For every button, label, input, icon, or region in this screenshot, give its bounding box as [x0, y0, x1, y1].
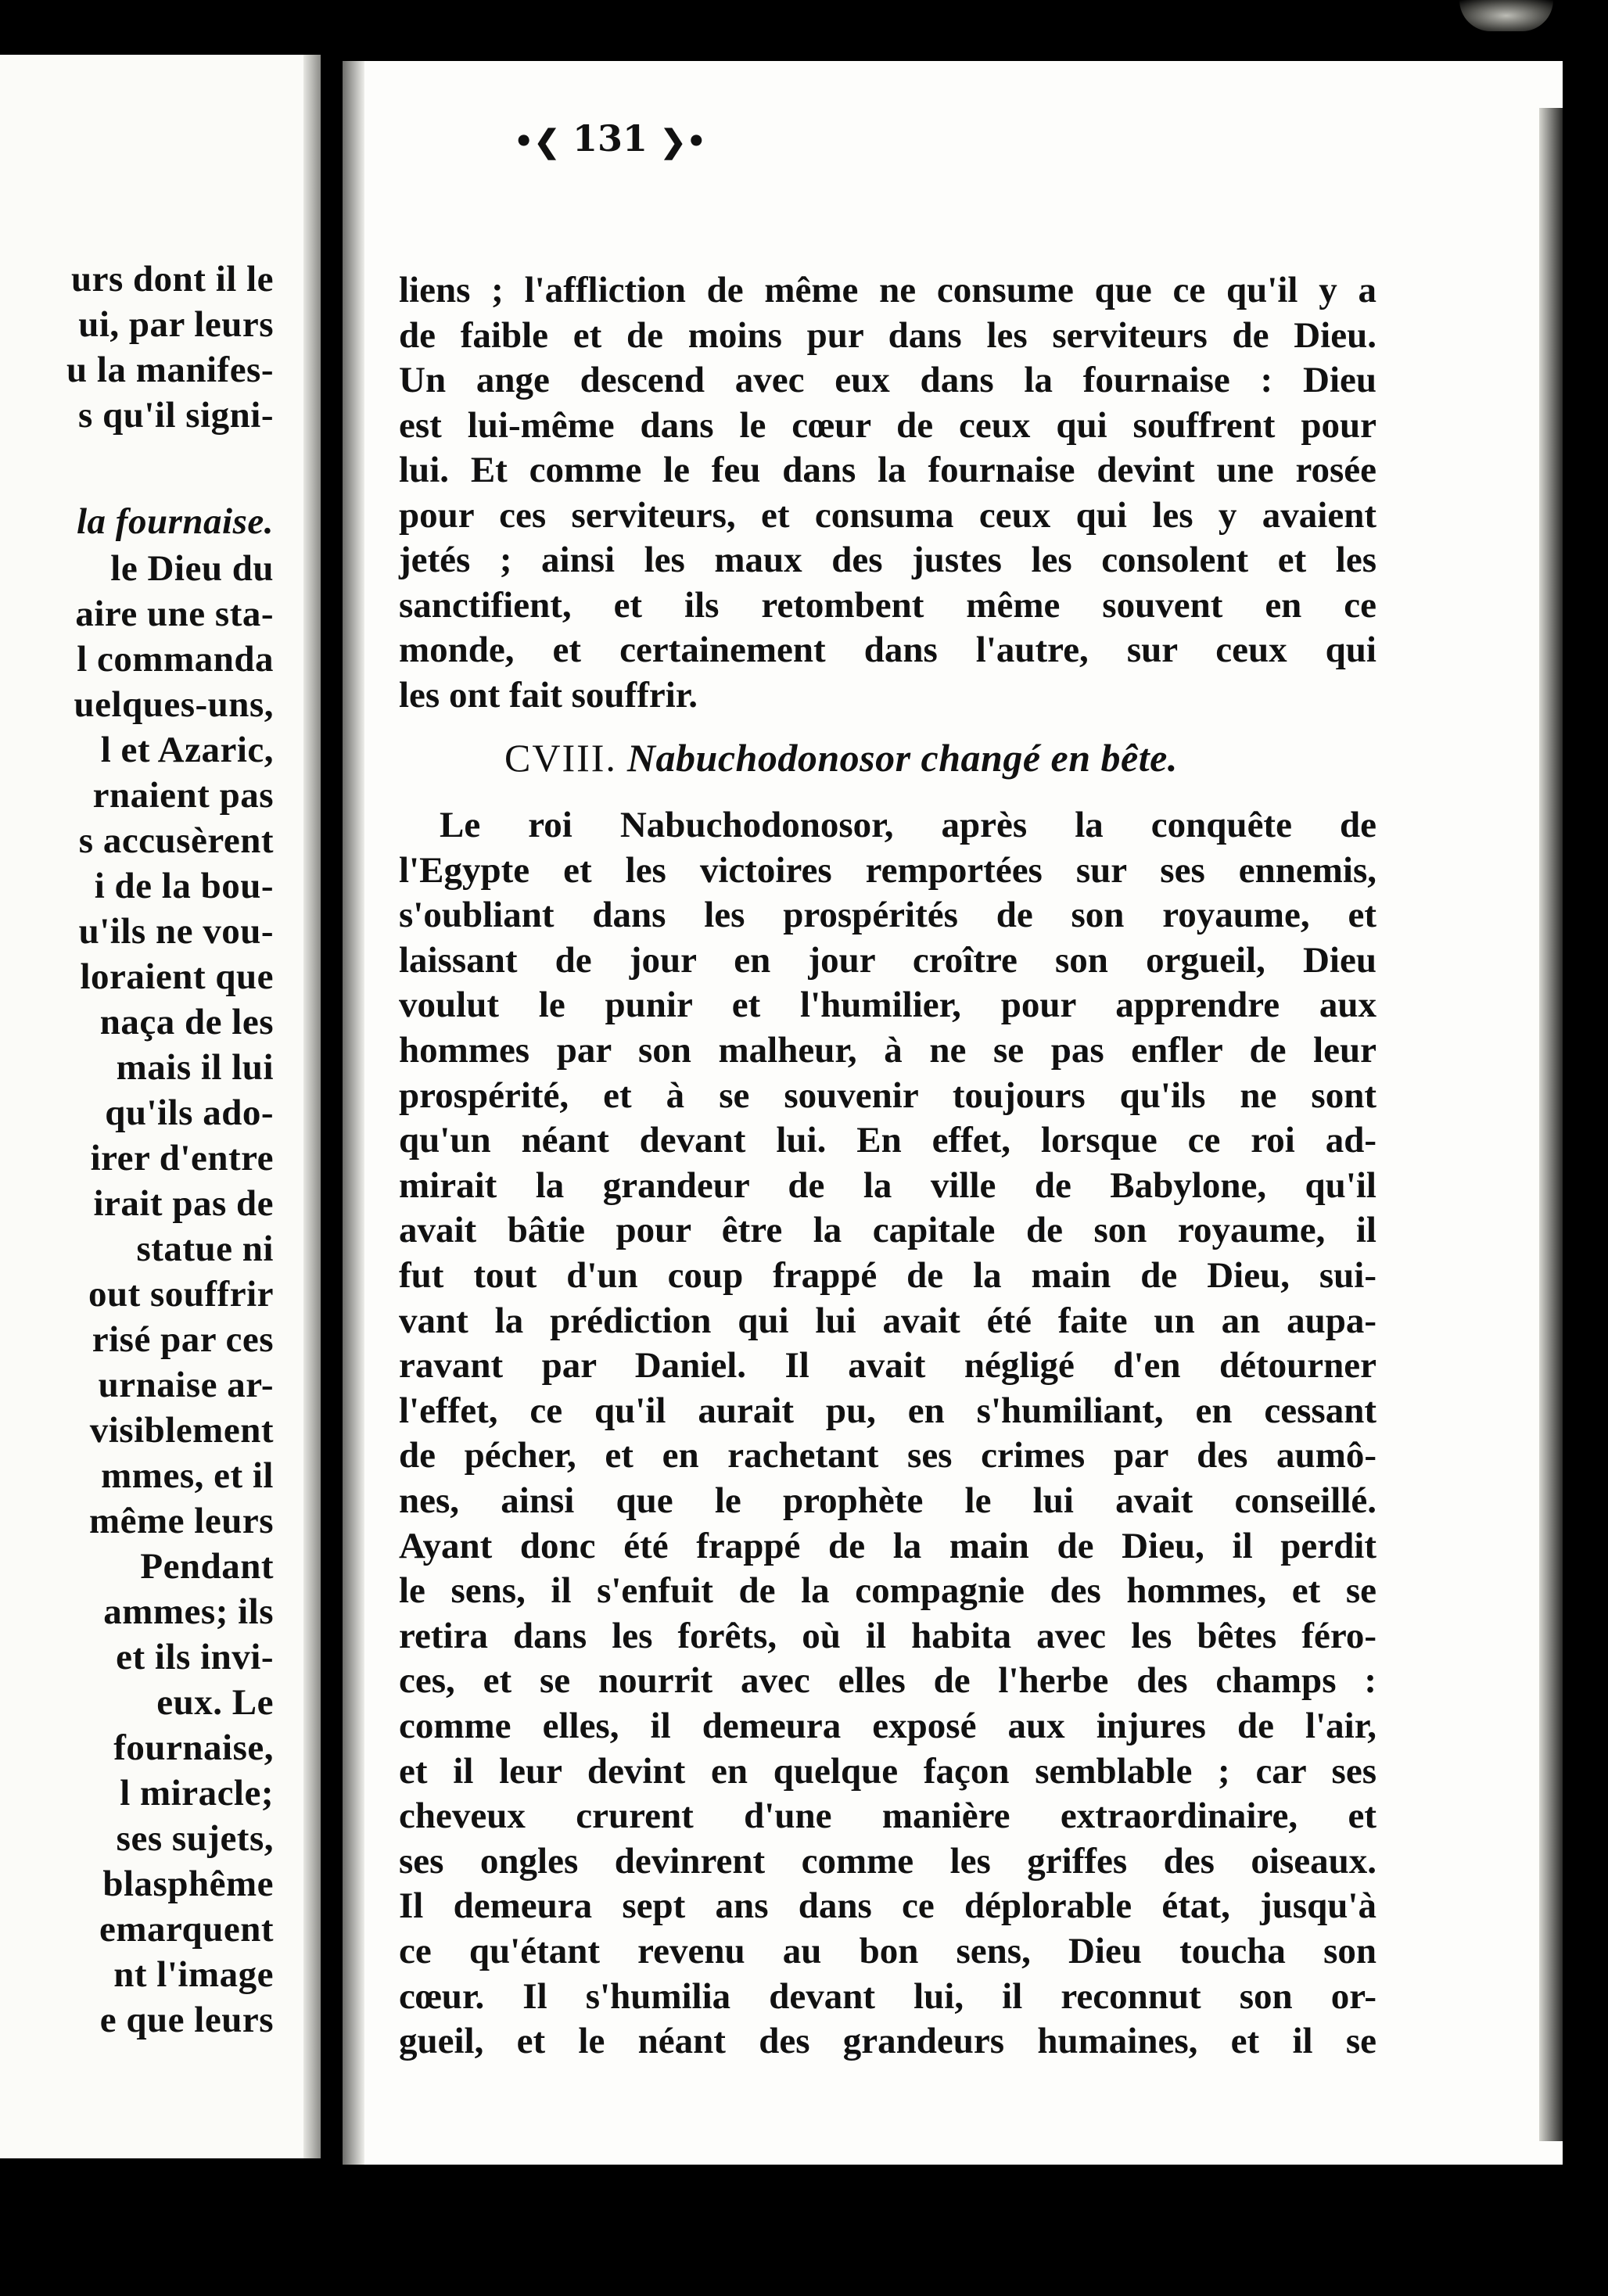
- text-line: de faible et de moins pur dans les serviteurs de Dieu.: [399, 314, 1376, 356]
- text-line: de pécher, et en rachetant ses crimes par des aumô-: [399, 1435, 1376, 1476]
- left-page-line: mais il lui: [116, 1047, 274, 1088]
- left-page-line: visiblement: [89, 1410, 274, 1451]
- text-line: cheveux crurent d'une manière extraordinaire, et: [399, 1796, 1376, 1837]
- left-page-line: eux. Le: [156, 1682, 274, 1723]
- left-page-line: qu'ils ado-: [105, 1092, 274, 1133]
- text-line: prospérité, et à se souvenir toujours qu'ils ne sont: [399, 1074, 1376, 1116]
- text-line: monde, et certainement dans l'autre, sur ceux qui: [399, 630, 1376, 670]
- text-line: comme elles, il demeura exposé aux injures de l'air,: [399, 1706, 1376, 1746]
- left-page-line: blasphême: [102, 1864, 274, 1904]
- text-line: le sens, il s'enfuit de la compagnie des hommes, et se: [399, 1570, 1376, 1612]
- left-page-line: e que leurs: [99, 2000, 274, 2040]
- page-edge: [1539, 108, 1563, 2141]
- section-number: CVIII.: [504, 736, 617, 780]
- left-page-line: urnaise ar-: [98, 1365, 274, 1405]
- page-gutter: [343, 61, 364, 2165]
- text-line: ces, et se nourrit avec elles de l'herbe des champs :: [399, 1660, 1376, 1702]
- text-line: Ayant donc été frappé de la main de Dieu, il perdit: [399, 1525, 1376, 1566]
- text-line: laissant de jour en jour croître son orgueil, Dieu: [399, 939, 1376, 981]
- left-page-line: out souffrir: [88, 1274, 274, 1315]
- text-line: retira dans les forêts, où il habita avec les bêtes féro-: [399, 1615, 1376, 1656]
- left-page-line: statue ni: [136, 1229, 274, 1269]
- text-line: Il demeura sept ans dans ce déplorable état, jusqu'à: [399, 1885, 1376, 1927]
- left-page-line: u'ils ne vou-: [78, 911, 274, 952]
- text-line: mirait la grandeur de la ville de Babylone, qu'il: [399, 1164, 1376, 1206]
- left-page-line: même leurs: [89, 1501, 274, 1541]
- text-line: hommes par son malheur, à ne se pas enfler de leur: [399, 1030, 1376, 1071]
- page-scrap: [1459, 0, 1553, 31]
- left-page-line: i de la bou-: [94, 866, 274, 906]
- left-facing-page: [0, 55, 321, 2158]
- text-line: qu'un néant devant lui. En effet, lorsque ce roi ad-: [399, 1120, 1376, 1161]
- left-page-line: uelques-uns,: [74, 684, 274, 725]
- text-line: avait bâtie pour être la capitale de son royaume, il: [399, 1210, 1376, 1251]
- text-line: ravant par Daniel. Il avait négligé d'en détourner: [399, 1345, 1376, 1387]
- left-page-line: nt l'image: [113, 1954, 274, 1995]
- text-line: s'oubliant dans les prospérités de son royaume, et: [399, 895, 1376, 936]
- left-page-line: emarquent: [99, 1909, 274, 1950]
- left-page-line: l et Azaric,: [100, 730, 274, 770]
- page-number: 131: [572, 117, 648, 160]
- text-line: et il leur devint en quelque façon semblable ; car ses: [399, 1750, 1376, 1792]
- left-page-line: naça de les: [99, 1002, 274, 1042]
- left-page-line: s accusèrent: [78, 820, 274, 861]
- text-line: voulut le punir et l'humilier, pour apprendre aux: [399, 985, 1376, 1026]
- section-heading: [504, 735, 1178, 780]
- left-page-line: mmes, et il: [101, 1455, 274, 1496]
- left-page-line: aire une sta-: [75, 594, 274, 634]
- text-line: gueil, et le néant des grandeurs humaines, et il se: [399, 2021, 1376, 2062]
- text-line: les ont fait souffrir.: [399, 674, 698, 716]
- text-line: sanctifient, et ils retombent même souvent en ce: [399, 584, 1376, 626]
- ornament-left-icon: •❮: [513, 123, 560, 160]
- left-page-line: Pendant: [140, 1546, 274, 1587]
- text-line: Le roi Nabuchodonosor, après la conquête de: [440, 805, 1376, 845]
- left-page-line: l miracle;: [120, 1773, 274, 1813]
- text-line: vant la prédiction qui lui avait été faite un an aupa-: [399, 1300, 1376, 1341]
- left-page-line: l commanda: [77, 639, 274, 680]
- left-page-line: fournaise,: [113, 1727, 274, 1768]
- text-line: est lui-même dans le cœur de ceux qui souffrent pour: [399, 404, 1376, 446]
- left-page-line: s qu'il signi-: [78, 395, 274, 436]
- text-line: ses ongles devinrent comme les griffes des oiseaux.: [399, 1840, 1376, 1882]
- text-line: fut tout d'un coup frappé de la main de Dieu, sui-: [399, 1255, 1376, 1296]
- text-line: jetés ; ainsi les maux des justes les consolent et les: [399, 540, 1376, 580]
- left-page-line: et ils invi-: [116, 1637, 274, 1677]
- left-page-line: irait pas de: [93, 1183, 274, 1224]
- left-page-line: risé par ces: [92, 1319, 274, 1360]
- text-line: cœur. Il s'humilia devant lui, il reconnut son or-: [399, 1975, 1376, 2017]
- text-line: l'Egypte et les victoires remportées sur ses ennemis,: [399, 849, 1376, 891]
- text-line: pour ces serviteurs, et consuma ceux qui les y avaient: [399, 494, 1376, 536]
- text-line: lui. Et comme le feu dans la fournaise devint une rosée: [399, 450, 1376, 490]
- left-page-line: ui, par leurs: [78, 304, 274, 345]
- text-line: Un ange descend avec eux dans la fournaise : Dieu: [399, 360, 1376, 400]
- left-page-line: loraient que: [80, 956, 274, 997]
- section-title: Nabuchodonosor changé en bête.: [626, 736, 1178, 780]
- left-page-line: u la manifes-: [66, 350, 274, 390]
- left-page-line: irer d'entre: [90, 1138, 274, 1178]
- left-page-line: ses sujets,: [116, 1818, 274, 1859]
- text-line: liens ; l'affliction de même ne consume que ce qu'il y a: [399, 270, 1376, 310]
- page-header: [430, 117, 790, 160]
- left-page-line: le Dieu du: [110, 548, 274, 589]
- left-page-line: ammes; ils: [103, 1591, 274, 1632]
- left-page-line: urs dont il le: [70, 259, 274, 300]
- text-line: ce qu'étant revenu au bon sens, Dieu toucha son: [399, 1931, 1376, 1971]
- text-line: nes, ainsi que le prophète le lui avait conseillé.: [399, 1480, 1376, 1521]
- text-line: l'effet, ce qu'il aurait pu, en s'humiliant, en cessant: [399, 1390, 1376, 1431]
- left-page-line: la fournaise.: [77, 501, 274, 542]
- left-page-line: rnaient pas: [92, 775, 274, 816]
- ornament-right-icon: ❯•: [660, 123, 707, 160]
- left-page-fold: [303, 55, 321, 2158]
